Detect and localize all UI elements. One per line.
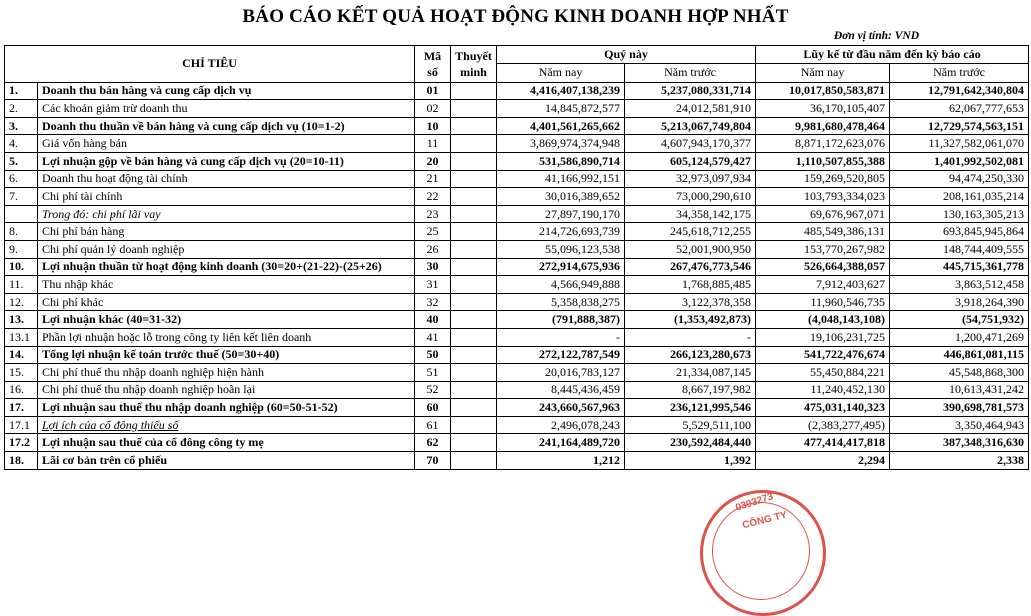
row-number: 14. bbox=[5, 346, 38, 364]
row-ytd-last-year: 10,613,431,242 bbox=[890, 381, 1029, 399]
row-ytd-this-year: 153,770,267,982 bbox=[756, 240, 890, 258]
row-code: 25 bbox=[415, 223, 451, 241]
row-quarter-this-year: 272,914,675,936 bbox=[497, 258, 625, 276]
table-row bbox=[5, 434, 1029, 452]
row-quarter-last-year: 230,592,484,440 bbox=[625, 434, 756, 452]
row-code: 41 bbox=[415, 328, 451, 346]
row-quarter-last-year: 3,122,378,358 bbox=[625, 293, 756, 311]
row-note bbox=[451, 117, 497, 135]
row-indicator: Các khoản giảm trừ doanh thu bbox=[38, 100, 415, 118]
row-quarter-this-year: 531,586,890,714 bbox=[497, 152, 625, 170]
row-quarter-this-year: 243,660,567,963 bbox=[497, 399, 625, 417]
row-quarter-this-year: 30,016,389,652 bbox=[497, 188, 625, 206]
row-quarter-last-year: (1,353,492,873) bbox=[625, 311, 756, 329]
table-row bbox=[5, 188, 1029, 206]
row-indicator: Chi phí tài chính bbox=[38, 188, 415, 206]
row-number bbox=[5, 205, 38, 223]
row-number: 16. bbox=[5, 381, 38, 399]
header-indicator: CHỈ TIÊU bbox=[5, 46, 415, 83]
table-row bbox=[5, 452, 1029, 470]
row-indicator: Thu nhập khác bbox=[38, 276, 415, 294]
row-quarter-this-year: 27,897,190,170 bbox=[497, 205, 625, 223]
row-quarter-last-year: 1,392 bbox=[625, 452, 756, 470]
row-ytd-last-year: 45,548,868,300 bbox=[890, 364, 1029, 382]
row-indicator: Lợi nhuận sau thuế thu nhập doanh nghiệp (60=50-51-52) bbox=[38, 399, 415, 417]
row-note bbox=[451, 240, 497, 258]
row-quarter-last-year: 32,973,097,934 bbox=[625, 170, 756, 188]
row-quarter-this-year: 14,845,872,577 bbox=[497, 100, 625, 118]
row-number: 3. bbox=[5, 117, 38, 135]
table-row bbox=[5, 117, 1029, 135]
row-code: 26 bbox=[415, 240, 451, 258]
row-indicator: Chi phí bán hàng bbox=[38, 223, 415, 241]
row-quarter-this-year: 241,164,489,720 bbox=[497, 434, 625, 452]
table-body bbox=[5, 82, 1029, 469]
table-row bbox=[5, 258, 1029, 276]
header-y-this-year: Năm nay bbox=[756, 63, 890, 82]
row-indicator: Lợi ích của cổ đông thiểu số bbox=[38, 416, 415, 434]
row-ytd-last-year: 390,698,781,573 bbox=[890, 399, 1029, 417]
row-code: 22 bbox=[415, 188, 451, 206]
row-ytd-last-year: 12,791,642,340,804 bbox=[890, 82, 1029, 100]
row-ytd-last-year: 445,715,361,778 bbox=[890, 258, 1029, 276]
row-note bbox=[451, 135, 497, 153]
seal-number: 0303273 bbox=[734, 491, 775, 514]
row-ytd-last-year: 1,401,992,502,081 bbox=[890, 152, 1029, 170]
row-number: 5. bbox=[5, 152, 38, 170]
header-code: Mã số bbox=[415, 46, 451, 83]
row-indicator: Doanh thu bán hàng và cung cấp dịch vụ bbox=[38, 82, 415, 100]
row-code: 51 bbox=[415, 364, 451, 382]
header-quarter: Quý này bbox=[497, 46, 756, 64]
row-number: 1. bbox=[5, 82, 38, 100]
row-indicator: Chi phí thuế thu nhập doanh nghiệp hoãn lại bbox=[38, 381, 415, 399]
row-indicator: Trong đó: chi phí lãi vay bbox=[38, 205, 415, 223]
row-ytd-this-year: (4,048,143,108) bbox=[756, 311, 890, 329]
row-indicator: Lợi nhuận thuần từ hoạt động kinh doanh (30=20+(21-22)-(25+26) bbox=[38, 258, 415, 276]
row-number: 2. bbox=[5, 100, 38, 118]
row-quarter-this-year: 272,122,787,549 bbox=[497, 346, 625, 364]
row-number: 13. bbox=[5, 311, 38, 329]
row-ytd-this-year: 2,294 bbox=[756, 452, 890, 470]
row-quarter-last-year: 24,012,581,910 bbox=[625, 100, 756, 118]
row-quarter-last-year: - bbox=[625, 328, 756, 346]
table-row bbox=[5, 170, 1029, 188]
row-ytd-this-year: 526,664,388,057 bbox=[756, 258, 890, 276]
row-quarter-last-year: 236,121,995,546 bbox=[625, 399, 756, 417]
row-note bbox=[451, 170, 497, 188]
row-indicator: Tổng lợi nhuận kế toán trước thuế (50=30+40) bbox=[38, 346, 415, 364]
row-code: 40 bbox=[415, 311, 451, 329]
row-number: 12. bbox=[5, 293, 38, 311]
header-note: Thuyết minh bbox=[451, 46, 497, 83]
row-note bbox=[451, 328, 497, 346]
row-ytd-this-year: 9,981,680,478,464 bbox=[756, 117, 890, 135]
table-row bbox=[5, 416, 1029, 434]
table-row bbox=[5, 205, 1029, 223]
row-quarter-last-year: 5,213,067,749,804 bbox=[625, 117, 756, 135]
row-note bbox=[451, 205, 497, 223]
row-note bbox=[451, 346, 497, 364]
row-note bbox=[451, 381, 497, 399]
row-ytd-last-year: (54,751,932) bbox=[890, 311, 1029, 329]
row-note bbox=[451, 82, 497, 100]
row-note bbox=[451, 364, 497, 382]
row-quarter-last-year: 605,124,579,427 bbox=[625, 152, 756, 170]
row-code: 11 bbox=[415, 135, 451, 153]
row-quarter-last-year: 266,123,280,673 bbox=[625, 346, 756, 364]
row-note bbox=[451, 223, 497, 241]
table-row bbox=[5, 100, 1029, 118]
seal-company-text: CÔNG TY bbox=[741, 509, 789, 532]
header-y-last-year: Năm trước bbox=[890, 63, 1029, 82]
table-row bbox=[5, 311, 1029, 329]
row-quarter-last-year: 73,000,290,610 bbox=[625, 188, 756, 206]
row-number: 17.1 bbox=[5, 416, 38, 434]
row-ytd-last-year: 3,350,464,943 bbox=[890, 416, 1029, 434]
row-indicator: Chi phí thuế thu nhập doanh nghiệp hiện hành bbox=[38, 364, 415, 382]
row-code: 61 bbox=[415, 416, 451, 434]
row-quarter-this-year: 8,445,436,459 bbox=[497, 381, 625, 399]
row-note bbox=[451, 152, 497, 170]
header-q-this-year: Năm nay bbox=[497, 63, 625, 82]
row-quarter-this-year: 5,358,838,275 bbox=[497, 293, 625, 311]
row-indicator: Chi phí quản lý doanh nghiệp bbox=[38, 240, 415, 258]
row-note bbox=[451, 434, 497, 452]
row-number: 15. bbox=[5, 364, 38, 382]
row-indicator: Chi phí khác bbox=[38, 293, 415, 311]
row-code: 60 bbox=[415, 399, 451, 417]
row-code: 52 bbox=[415, 381, 451, 399]
row-note bbox=[451, 100, 497, 118]
row-code: 30 bbox=[415, 258, 451, 276]
row-ytd-last-year: 3,863,512,458 bbox=[890, 276, 1029, 294]
row-ytd-this-year: 11,240,452,130 bbox=[756, 381, 890, 399]
row-quarter-this-year: (791,888,387) bbox=[497, 311, 625, 329]
row-ytd-last-year: 148,744,409,555 bbox=[890, 240, 1029, 258]
row-indicator: Doanh thu thuần về bán hàng và cung cấp dịch vụ (10=1-2) bbox=[38, 117, 415, 135]
row-number: 17. bbox=[5, 399, 38, 417]
row-note bbox=[451, 311, 497, 329]
header-ytd: Lũy kế từ đầu năm đến kỳ báo cáo bbox=[756, 46, 1029, 64]
row-quarter-this-year: - bbox=[497, 328, 625, 346]
row-ytd-this-year: 19,106,231,725 bbox=[756, 328, 890, 346]
row-note bbox=[451, 276, 497, 294]
row-code: 50 bbox=[415, 346, 451, 364]
row-ytd-this-year: 103,793,334,023 bbox=[756, 188, 890, 206]
row-quarter-this-year: 3,869,974,374,948 bbox=[497, 135, 625, 153]
row-ytd-last-year: 12,729,574,563,151 bbox=[890, 117, 1029, 135]
report-title: BÁO CÁO KẾT QUẢ HOẠT ĐỘNG KINH DOANH HỢP NHẤT bbox=[242, 6, 789, 27]
row-note bbox=[451, 399, 497, 417]
header-q-last-year: Năm trước bbox=[625, 63, 756, 82]
currency-unit: Đơn vị tính: VND bbox=[833, 30, 919, 42]
row-code: 20 bbox=[415, 152, 451, 170]
row-ytd-this-year: 55,450,884,221 bbox=[756, 364, 890, 382]
row-quarter-last-year: 5,237,080,331,714 bbox=[625, 82, 756, 100]
row-quarter-this-year: 214,726,693,739 bbox=[497, 223, 625, 241]
row-ytd-this-year: 8,871,172,623,076 bbox=[756, 135, 890, 153]
row-quarter-last-year: 245,618,712,255 bbox=[625, 223, 756, 241]
row-note bbox=[451, 258, 497, 276]
row-ytd-last-year: 1,200,471,269 bbox=[890, 328, 1029, 346]
row-indicator: Lãi cơ bản trên cổ phiếu bbox=[38, 452, 415, 470]
row-number: 11. bbox=[5, 276, 38, 294]
row-code: 23 bbox=[415, 205, 451, 223]
row-number: 4. bbox=[5, 135, 38, 153]
row-ytd-last-year: 2,338 bbox=[890, 452, 1029, 470]
row-ytd-this-year: 7,912,403,627 bbox=[756, 276, 890, 294]
row-indicator: Doanh thu hoạt động tài chính bbox=[38, 170, 415, 188]
table-row bbox=[5, 82, 1029, 100]
row-quarter-this-year: 20,016,783,127 bbox=[497, 364, 625, 382]
row-ytd-last-year: 11,327,582,061,070 bbox=[890, 135, 1029, 153]
row-indicator: Lợi nhuận gộp về bán hàng và cung cấp dịch vụ (20=10-11) bbox=[38, 152, 415, 170]
row-number: 10. bbox=[5, 258, 38, 276]
row-indicator: Giá vốn hàng bán bbox=[38, 135, 415, 153]
row-ytd-last-year: 3,918,264,390 bbox=[890, 293, 1029, 311]
row-number: 13.1 bbox=[5, 328, 38, 346]
row-number: 8. bbox=[5, 223, 38, 241]
row-ytd-last-year: 387,348,316,630 bbox=[890, 434, 1029, 452]
row-ytd-last-year: 446,861,081,115 bbox=[890, 346, 1029, 364]
table-row bbox=[5, 276, 1029, 294]
row-code: 01 bbox=[415, 82, 451, 100]
row-ytd-last-year: 208,161,035,214 bbox=[890, 188, 1029, 206]
row-quarter-this-year: 41,166,992,151 bbox=[497, 170, 625, 188]
row-code: 21 bbox=[415, 170, 451, 188]
row-ytd-last-year: 94,474,250,330 bbox=[890, 170, 1029, 188]
row-ytd-this-year: 69,676,967,071 bbox=[756, 205, 890, 223]
row-code: 32 bbox=[415, 293, 451, 311]
table-row bbox=[5, 346, 1029, 364]
row-code: 10 bbox=[415, 117, 451, 135]
income-statement-table bbox=[4, 45, 1029, 470]
row-ytd-last-year: 130,163,305,213 bbox=[890, 205, 1029, 223]
table-row bbox=[5, 135, 1029, 153]
row-ytd-this-year: 11,960,546,735 bbox=[756, 293, 890, 311]
row-code: 31 bbox=[415, 276, 451, 294]
row-code: 02 bbox=[415, 100, 451, 118]
table-row bbox=[5, 240, 1029, 258]
row-ytd-this-year: 541,722,476,674 bbox=[756, 346, 890, 364]
table-row bbox=[5, 399, 1029, 417]
row-ytd-last-year: 693,845,945,864 bbox=[890, 223, 1029, 241]
row-ytd-this-year: (2,383,277,495) bbox=[756, 416, 890, 434]
row-quarter-last-year: 4,607,943,170,377 bbox=[625, 135, 756, 153]
row-ytd-last-year: 62,067,777,653 bbox=[890, 100, 1029, 118]
row-quarter-last-year: 21,334,087,145 bbox=[625, 364, 756, 382]
row-quarter-this-year: 4,416,407,138,239 bbox=[497, 82, 625, 100]
table-row bbox=[5, 152, 1029, 170]
row-number: 18. bbox=[5, 452, 38, 470]
row-quarter-this-year: 1,212 bbox=[497, 452, 625, 470]
row-code: 70 bbox=[415, 452, 451, 470]
row-quarter-last-year: 52,001,900,950 bbox=[625, 240, 756, 258]
row-ytd-this-year: 475,031,140,323 bbox=[756, 399, 890, 417]
row-note bbox=[451, 416, 497, 434]
row-quarter-this-year: 4,566,949,888 bbox=[497, 276, 625, 294]
row-ytd-this-year: 36,170,105,407 bbox=[756, 100, 890, 118]
table-row bbox=[5, 381, 1029, 399]
row-quarter-this-year: 4,401,561,265,662 bbox=[497, 117, 625, 135]
row-quarter-this-year: 2,496,078,243 bbox=[497, 416, 625, 434]
row-quarter-this-year: 55,096,123,538 bbox=[497, 240, 625, 258]
row-number: 7. bbox=[5, 188, 38, 206]
row-indicator: Lợi nhuận sau thuế của cổ đông công ty mẹ bbox=[38, 434, 415, 452]
row-note bbox=[451, 188, 497, 206]
row-indicator: Phần lợi nhuận hoặc lỗ trong công ty liên kết liên doanh bbox=[38, 328, 415, 346]
row-number: 17.2 bbox=[5, 434, 38, 452]
row-quarter-last-year: 8,667,197,982 bbox=[625, 381, 756, 399]
row-quarter-last-year: 267,476,773,546 bbox=[625, 258, 756, 276]
row-ytd-this-year: 477,414,417,818 bbox=[756, 434, 890, 452]
row-ytd-this-year: 159,269,520,805 bbox=[756, 170, 890, 188]
table-row bbox=[5, 364, 1029, 382]
row-indicator: Lợi nhuận khác (40=31-32) bbox=[38, 311, 415, 329]
row-ytd-this-year: 1,110,507,855,388 bbox=[756, 152, 890, 170]
table-row bbox=[5, 293, 1029, 311]
row-number: 9. bbox=[5, 240, 38, 258]
row-ytd-this-year: 10,017,850,583,871 bbox=[756, 82, 890, 100]
row-ytd-this-year: 485,549,386,131 bbox=[756, 223, 890, 241]
row-number: 6. bbox=[5, 170, 38, 188]
row-quarter-last-year: 1,768,885,485 bbox=[625, 276, 756, 294]
row-note bbox=[451, 293, 497, 311]
row-note bbox=[451, 452, 497, 470]
table-row bbox=[5, 328, 1029, 346]
row-quarter-last-year: 5,529,511,100 bbox=[625, 416, 756, 434]
row-code: 62 bbox=[415, 434, 451, 452]
table-row bbox=[5, 223, 1029, 241]
row-quarter-last-year: 34,358,142,175 bbox=[625, 205, 756, 223]
